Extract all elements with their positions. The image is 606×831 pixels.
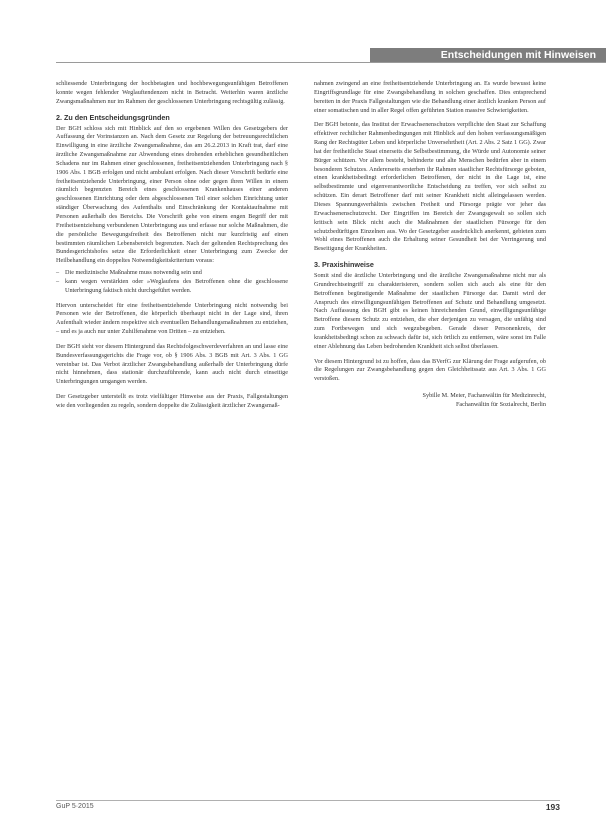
list-item: – kann wegen verstärkten oder »Weglaufens des Betroffenen ohne die geschlossene Unterbringung faktisch nicht durchgeführt werden.	[56, 277, 288, 294]
footer-rule	[56, 800, 560, 801]
section2-paragraph-1: Der BGH schloss sich mit Hinblick auf den so ergebenen Willen des Gesetzgebers der Auffassung der Vorinstanzen an. Nach dem Gesetz zur Regelung der betreuungsrechtlichen Einwilligung in eine ärztliche Zwangsmaßnahme, das am 26.2.2013 in Kraft trat, darf eine ärztliche Zwangsmaßnahme zur Abwendung eines drohenden erheblichen gesundheitlichen Schadens nur im Rahmen einer geschlossenen, freiheitsentziehenden Unterbringung nach § 1906 Abs. 1 BGB erfolgen und nicht ambulant erfolgen. Nach dieser Vorschrift bedürfe eine freiheitsentziehende Unterbringung, einer Person ohne oder gegen ihren Willen in einem räumlich begrenzten Bereich eines geschlossenen Krankenhauses einer anderen geschlossenen Einrichtung oder dem abgeschlossenen Teil einer solchen Einrichtung unter ständiger Überwachung des Aufenthalts und Einschränkung der Kontaktaufnahme mit Personen außerhalb des Bereichs. Die Vorschrift gehe von einem engen Begriff der mit Freiheitsentziehung verbundenen Unterbringung aus und erfasse nur solche Maßnahmen, die die persönliche Bewegungsfreiheit des Betroffenen nicht nur kurzfristig auf einen bestimmten räumlichen Lebensbereich begrenzten. Nach der geltenden Rechtsprechung des Bundesgerichtshofes setze die Erforderlichkeit einer Unterbringung zum Zwecke der Heilbehandlung ein doppeltes Notwendigkeitskriterium voraus:	[56, 124, 288, 265]
intro-paragraph: schliessende Unterbringung der hochbetagten und hochbewegungsunfähigen Betroffenen konnte wegen fehlender Weglauftendenzen nicht in Betracht. Weiterhin waren ärztliche Zwangsmaßnahmen nur im Rahmen der geschlossenen Unterbringung rechtsgültig zulässig.	[56, 80, 288, 105]
section3-heading: 3. Praxishinweise	[314, 260, 374, 270]
journal-issue: GuP 5·2015	[56, 803, 94, 810]
section2-heading: 2. Zu den Entscheidungsgründen	[56, 112, 170, 122]
header-rule	[56, 62, 606, 63]
section3-paragraph-1: Somit sind die ärztliche Unterbringung und die ärztliche Zwangsmaßnahme nicht nur als Grundrechtseingriff zu charakterisieren, sondern sollen sich auch als eine für den Betroffenen begünstigende Maßnahme der staatlichen Fürsorge dar. Damit wird der Anspruch des einwilligungsunfähigen Betroffenen auf Schutz und Behandlung umgesetzt. Nach Auffassung des BGH gibt es keinen hinreichenden Grund, einwilligungsunfähige Betroffene diesem Schutz zu entziehen, die eher derjenigen zu versagen, die unfähig sind zum Fortbewegen und sich wegzubegeben. Gerade dieser Personenkreis, der krankheitsbedingt schon zu schwach dafür ist, sich örtlich zu entfernen, wäre sonst im Falle einer Ablehnung das Leben bedrohenden Krankheit sich selbst überlassen.	[314, 272, 546, 350]
section-title: Entscheidungen mit Hinweisen	[440, 49, 596, 61]
right-column	[314, 80, 546, 410]
page-number: 193	[545, 802, 560, 812]
left-column	[56, 80, 288, 417]
right-paragraph-2: Der BGH betonte, das Institut der Erwachsenenschutzes verpflichte den Staat zur Schaffung effektiver rechtlicher Rahmenbedingungen mit Hinblick auf den hohen verfassungsmäßigen Rang der Rechtsgüter Leben und körperliche Unversehrtheit (Art. 2 Abs. 2 Satz 1 GG). Zwar hat der freiheitliche Staat einerseits die Selbstbestimmung, die Würde und Autonomie seiner Bürger schützen. Vor allem besteht, behinderte und alte Menschen bedürfen aber in einem besonderen Schutzes. Andererseits ersterben ihr Rahmen staatlicher Rechtsfürsorge geboten, einen krankheitsbedingt erforderlichen Betroffenen, der nicht in die Lage ist, eine selbstbestimmte und eigenverantwortliche Entscheidung zu treffen, vor sich selbst zu schützen. Ein derart Betroffener darf mit seiner Krankheit nicht alleingelassen werden. Dieses Spannungsverhältnis zwischen Freiheit und Fürsorge prägte vor jeher das Erwachsenenschutzrecht. Der Eingriffen im Bereich der Zwangsgewalt so sollen sich kritisch sein Blick nicht auch die Maßnahmen der staatlichen Fürsorge für den schutzbedürftigen Einzelnen aus. Wo der Gesetzgeber ausdrücklich anerkennt, gebieten zum Wohl eines Betroffenen auch die Erhaltung seiner Gesundheit bei der Verringerung und Beseitigung der Krankheiten.	[314, 121, 546, 253]
section2-paragraph-2: Hiervon unterscheidet für eine freiheitsentziehende Unterbringung nicht notwendig bei Personen wie der Betroffenen, die körperlich überhaupt nicht in der Lage sind, ihren Aufenthalt wieder ändern respektive sich eventuellen Behandlungsmaßnahmen zu entziehen, – und es ja auch nur unter Zuhilfenahme von Dritten – zu entziehen.	[56, 301, 288, 336]
author-line-1: Sybille M. Meier, Fachanwältin für Medizinrecht,	[422, 392, 546, 400]
section2-paragraph-3: Der BGH sieht vor diesem Hintergrund das Rechtsfolgeschwerdeverfahren an und lasse eine Bundesverfassungsgerichts die Frage vor, ob § 1906 Abs. 3 BGB mit Art. 3 Abs. 1 GG vereinbar ist. Das Verbot ärztlicher Zwangsbehandlung außerhalb der Unterbringung dürfe nicht hinnehmen, dass stationär durchzuführende, kann auch nicht durch einseitige Unterbringungen umgangen werden.	[56, 342, 288, 386]
author-signature	[314, 392, 546, 410]
right-paragraph-1: nahmen zwingend an eine freiheitsentziehende Unterbringung an. Es wurde bewusst keine Eingriffsgrundlage für eine Zwangsbehandlung in solchen geschaffen. Dies entsprechend bereiten in der Praxis Fallgestaltungen wie die Behandlung einer ärztlich kranken Person auf einer somatischen und in aller Regel offen geführten Station massive Schwierigkeiten.	[314, 80, 546, 114]
section2-paragraph-4: Der Gesetzgeber unterstellt es trotz vielfältiger Hinweise aus der Praxis, Fallgestaltungen wie den vorliegenden zu regeln, sondern doppelte die Zulässigkeit ärztlicher Zwangsmaß-	[56, 393, 288, 409]
author-line-2: Fachanwältin für Sozialrecht, Berlin	[455, 401, 546, 408]
list-item-text: Die medizinische Maßnahme muss notwendig sein und	[65, 269, 202, 277]
list-item: – Die medizinische Maßnahme muss notwendig sein und	[56, 269, 202, 277]
section-title-bar	[370, 48, 606, 63]
list-item-text: kann wegen verstärkten oder »Weglaufens des Betroffenen ohne die geschlossene Unterbringung faktisch nicht durchgeführt werden.	[65, 277, 288, 294]
section3-paragraph-2: Vor diesem Hintergrund ist zu hoffen, dass das BVerfG zur Klärung der Frage aufgerufen, ob die Regelungen zur Zwangsbehandlung gegen den Gleichheitssatz aus Art. 3 Abs. 1 GG verstoßen.	[314, 357, 546, 383]
requirements-list	[56, 269, 288, 296]
